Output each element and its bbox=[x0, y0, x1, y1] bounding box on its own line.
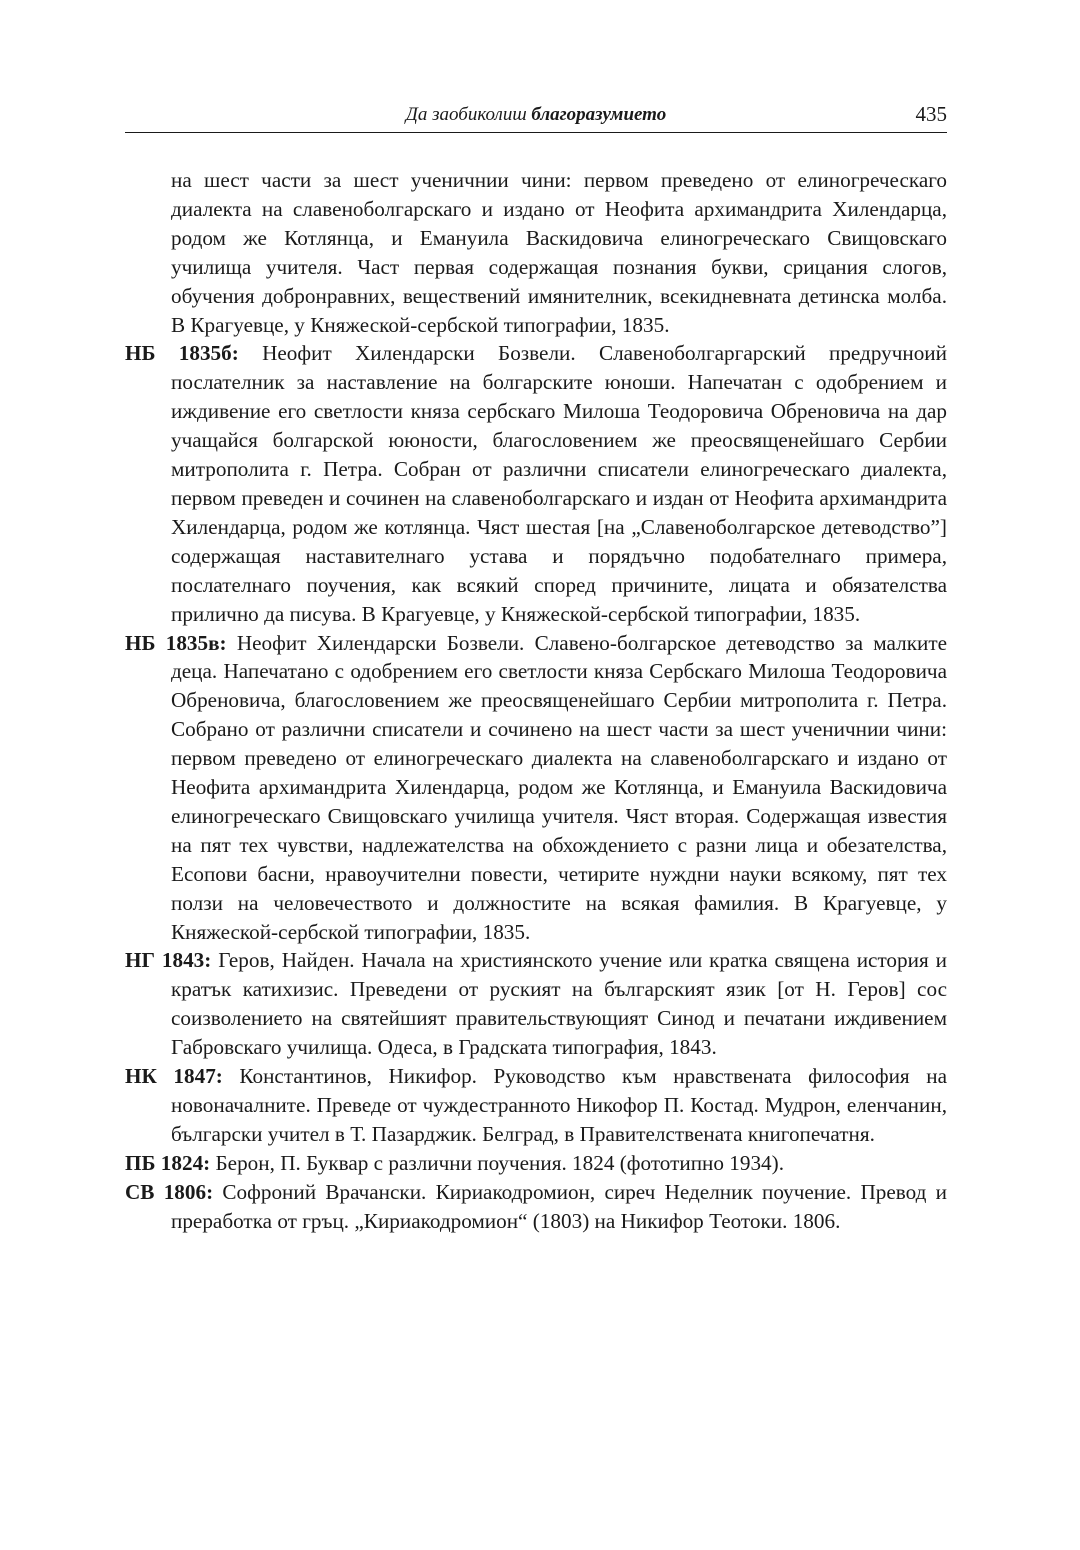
bibliography-entry bbox=[125, 629, 947, 947]
bibliography-entry bbox=[125, 946, 947, 1062]
running-title-bold: благоразумието bbox=[531, 104, 667, 125]
entry-text: Неофит Хилендарски Бозвели. Славено-болгарское детеводство за малките деца. Напечатано с одобрением его светлости княза Сербскаго Милоша Теодоровича Обреновича, благословением же преосвященейшаго Сербии митрополита г. Петра. Собрано от различни списатели и сочинено на шест части за шест ученичнии чини: первом преведено от елиногреческаго диалекта на славеноболгарскаго и издано от Неофита архимандрита Хилендарца, родом же Котлянца, и Емануила Васкидовича елиногреческаго Свищовскаго училища учителя. Чяст вторая. Содержащая известия на пят тех чувстви, надлежателства на обхождението с разни лица и обезателства, Есопови басни, нравоучителни повести, четирите нуждни науки всякому, пят тех ползи на человечеството и должностите на всякая фамилия. В Крагуевце, у Княжеской-сербской типографии, 1835. bbox=[171, 630, 947, 944]
entry-text: на шест части за шест ученичнии чини: первом преведено от елиногреческаго диалекта на славеноболгарскаго и издано от Неофита архимандрита Хилендарца, родом же Котлянца, и Емануила Васкидовича елиногреческаго Свищовскаго училища учителя. Част первая содержащая познания букви, срицания слогов, обучения добронравних, веществений имянителник, всекидневната детинска молба. В Крагуевце, у Княжеской-сербской типографии, 1835. bbox=[171, 168, 947, 337]
running-header bbox=[125, 98, 947, 133]
entry-text: Неофит Хилендарски Бозвели. Славеноболгаргарский предручноий послателник за наставление на болгарските юноши. Напечатан с одобрением и иждивение его светлости княза сербскаго Милоша Теодоровича Обреновича на дар учащайся болгарской ююности, благословением же преосвященейшаго Сербии митрополита г. Петра. Собран от различни списатели елиногреческаго диалекта, первом преведен и сочинен на славеноболгарскаго и издан от Неофита архимандрита Хилендарца, родом же котлянца. Чяст шестая [на „Славеноболгарское детеводство”] содержащая наставителнаго устава и порядъчно подобателнаго примера, послателнаго поучения, как всякий според причините, лицата и обязателства прилично да писува. В Крагуевце, у Княжеской-сербской типографии, 1835. bbox=[171, 341, 947, 626]
entry-key: ПБ 1824: bbox=[125, 1150, 211, 1175]
entry-key: СВ 1806: bbox=[125, 1179, 214, 1204]
bibliography-entry-continued bbox=[125, 166, 947, 339]
entry-key: НГ 1843: bbox=[125, 948, 212, 973]
entry-text: Софроний Врачански. Кириакодромион, сиреч Неделник поучение. Превод и преработка от гръц. „Кириакодромион“ (1803) на Никифор Теотоки. 1806. bbox=[171, 1179, 947, 1233]
bibliography-entry bbox=[125, 339, 947, 628]
entry-text: Берон, П. Буквар с различни поучения. 1824 (фототипно 1934). bbox=[210, 1150, 785, 1175]
running-title-italic: Да заобиколиш bbox=[405, 104, 532, 125]
entry-key: НК 1847: bbox=[125, 1064, 223, 1089]
entry-text: Константинов, Никифор. Руководство към нравствената философия на новоначалните. Преведе от чуждестранното Никофор П. Костад. Мудрон, еленчанин, български учител в Т. Пазарджик. Белград, в Правителствената книгопечатня. bbox=[171, 1064, 947, 1146]
bibliography-list bbox=[125, 166, 947, 1236]
entry-key: НБ 1835в: bbox=[125, 630, 227, 655]
entry-text: Геров, Найден. Начала на християнското учение или кратка священа история и кратък катихизис. Преведени от руският на българският язик [от Н. Геров] сос соизволението на святейшият правительствующият Синод и печатани иждивением Габровскаго училища. Одеса, в Градската типография, 1843. bbox=[171, 948, 947, 1060]
page-number: 435 bbox=[915, 102, 947, 126]
bibliography-entry bbox=[125, 1178, 947, 1236]
bibliography-entry bbox=[125, 1149, 947, 1178]
running-title bbox=[125, 103, 947, 127]
entry-key: НБ 1835б: bbox=[125, 341, 239, 366]
bibliography-entry bbox=[125, 1062, 947, 1149]
